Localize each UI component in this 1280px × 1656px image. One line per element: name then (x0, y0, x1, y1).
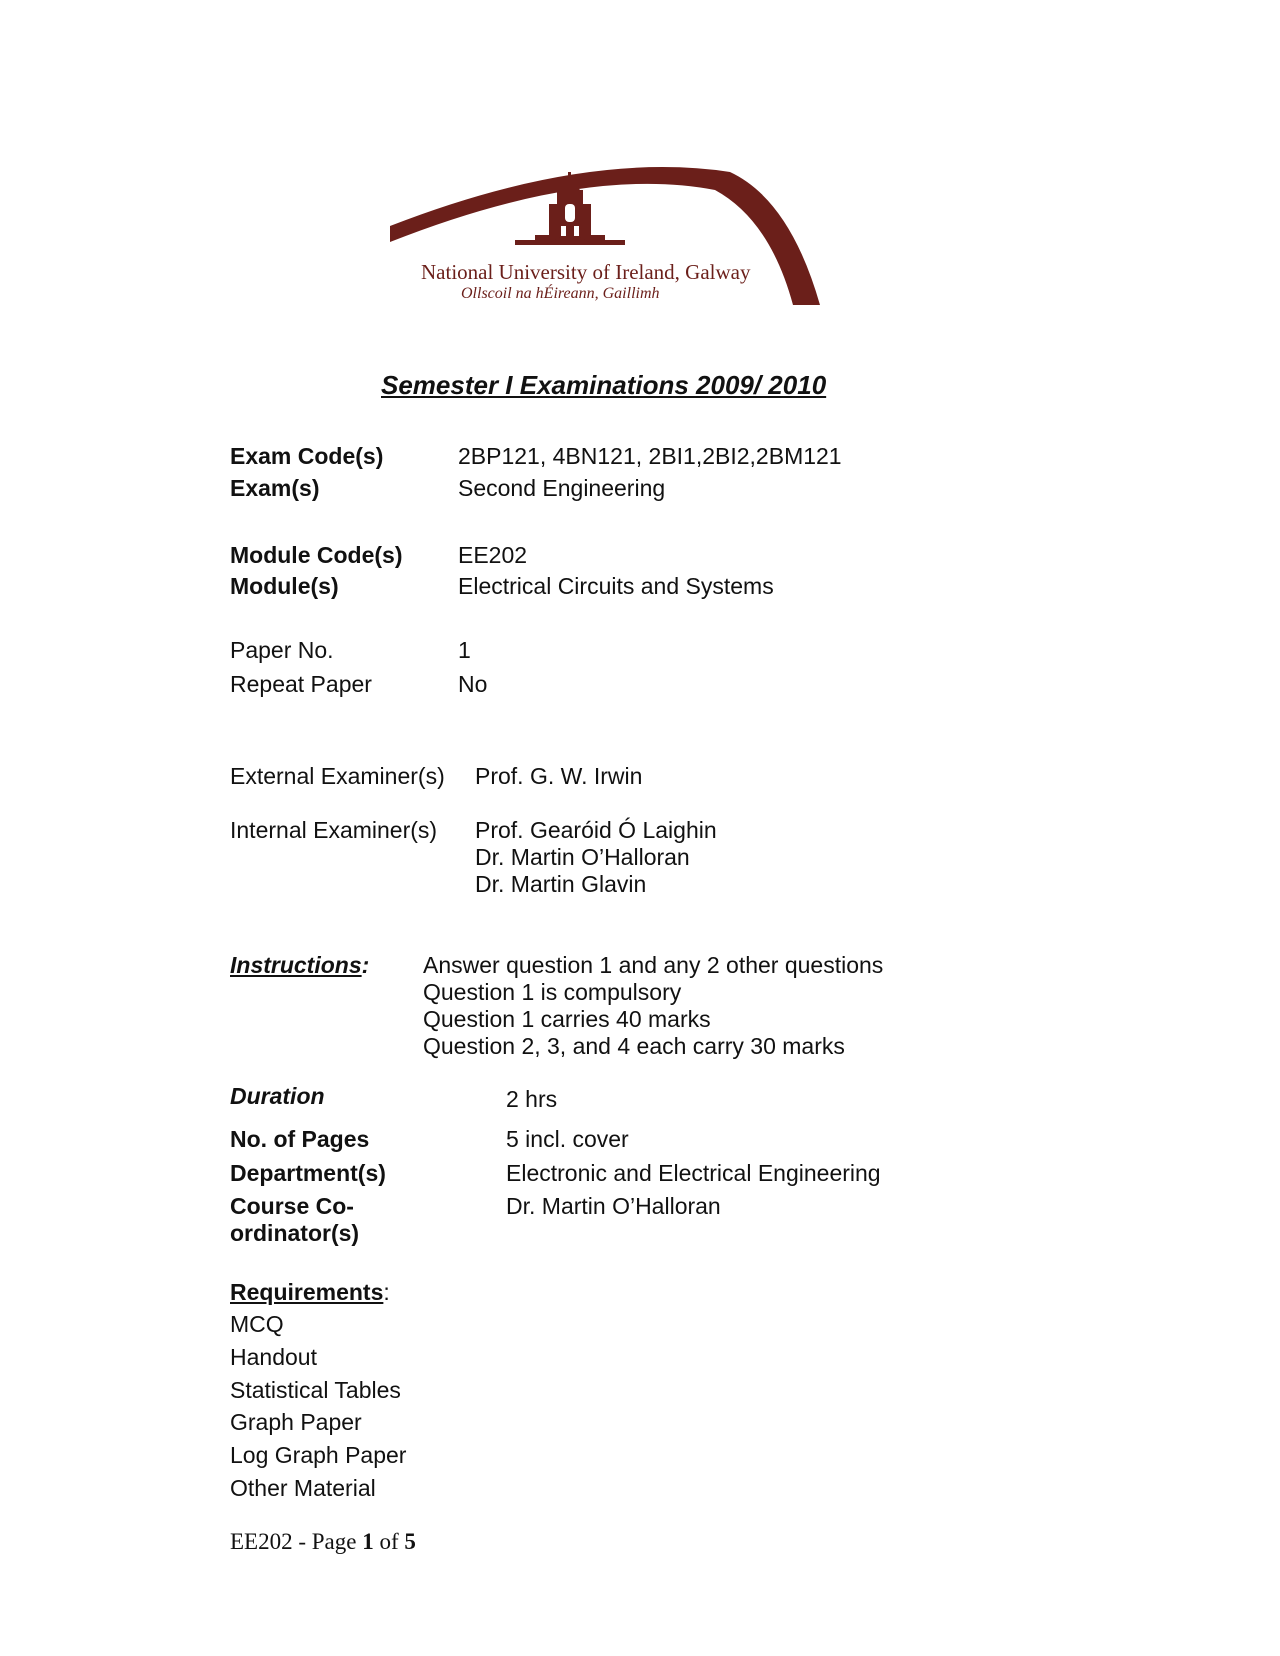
coordinators-label (230, 1193, 359, 1247)
exam-codes-value: 2BP121, 4BN121, 2BI1,2BI2,2BM121 (458, 443, 842, 469)
page-title: Semester I Examinations 2009/ 2010 (381, 370, 827, 400)
requirement-item: MCQ (230, 1311, 284, 1337)
requirements-heading (230, 1279, 390, 1306)
module-codes-label: Module Code(s) (230, 542, 403, 568)
coordinators-label-line: Course Co- (230, 1193, 354, 1219)
requirement-item: Graph Paper (230, 1409, 362, 1435)
duration-value: 2 hrs (506, 1086, 558, 1112)
external-examiners-value: Prof. G. W. Irwin (475, 763, 643, 789)
requirements-label: Requirements (230, 1279, 384, 1305)
departments-label: Department(s) (230, 1160, 386, 1186)
repeat-paper-label: Repeat Paper (230, 671, 372, 697)
departments-value: Electronic and Electrical Engineering (506, 1160, 881, 1186)
internal-examiners-label: Internal Examiner(s) (230, 817, 438, 843)
internal-examiners-list (475, 817, 717, 898)
instructions-colon: : (361, 952, 370, 978)
paper-no-label: Paper No. (230, 637, 334, 663)
footer-of: of (373, 1529, 405, 1554)
paper-no-value: 1 (458, 637, 471, 663)
instruction-line: Question 2, 3, and 4 each carry 30 marks (423, 1033, 845, 1059)
instructions-list (423, 952, 883, 1060)
logo-name-english: National University of Ireland, Galway (421, 260, 751, 284)
requirement-item: Handout (230, 1344, 317, 1370)
instructions-heading (230, 952, 369, 979)
coordinators-label-line: ordinator(s) (230, 1220, 360, 1246)
instruction-line: Question 1 carries 40 marks (423, 1006, 711, 1032)
footer-page-number: 1 (362, 1529, 374, 1554)
external-examiners-label: External Examiner(s) (230, 763, 445, 789)
module-codes-value: EE202 (458, 542, 528, 568)
internal-examiner: Dr. Martin Glavin (475, 871, 647, 897)
university-logo (385, 160, 845, 312)
requirement-item: Other Material (230, 1475, 376, 1501)
instruction-line: Answer question 1 and any 2 other questions (423, 952, 884, 978)
internal-examiner: Dr. Martin O’Halloran (475, 844, 690, 870)
requirement-item: Log Graph Paper (230, 1442, 407, 1468)
instructions-label: Instructions (230, 952, 362, 978)
duration-label: Duration (230, 1083, 325, 1109)
internal-examiner: Prof. Gearóid Ó Laighin (475, 817, 717, 843)
requirement-item: Statistical Tables (230, 1377, 401, 1403)
pages-value: 5 incl. cover (506, 1126, 629, 1152)
repeat-paper-value: No (458, 671, 488, 697)
logo-name-irish: Ollscoil na hÉireann, Gaillimh (461, 285, 660, 302)
requirements-colon: : (383, 1279, 390, 1305)
page-footer (230, 1529, 416, 1555)
exam-codes-label: Exam Code(s) (230, 443, 384, 469)
footer-page-total: 5 (404, 1529, 416, 1554)
exams-label: Exam(s) (230, 475, 320, 501)
pages-label: No. of Pages (230, 1126, 370, 1152)
modules-value: Electrical Circuits and Systems (458, 573, 774, 599)
instruction-line: Question 1 is compulsory (423, 979, 682, 1005)
modules-label: Module(s) (230, 573, 339, 599)
exams-value: Second Engineering (458, 475, 666, 501)
coordinators-value: Dr. Martin O’Halloran (506, 1193, 721, 1219)
footer-prefix: EE202 - Page (230, 1529, 363, 1554)
